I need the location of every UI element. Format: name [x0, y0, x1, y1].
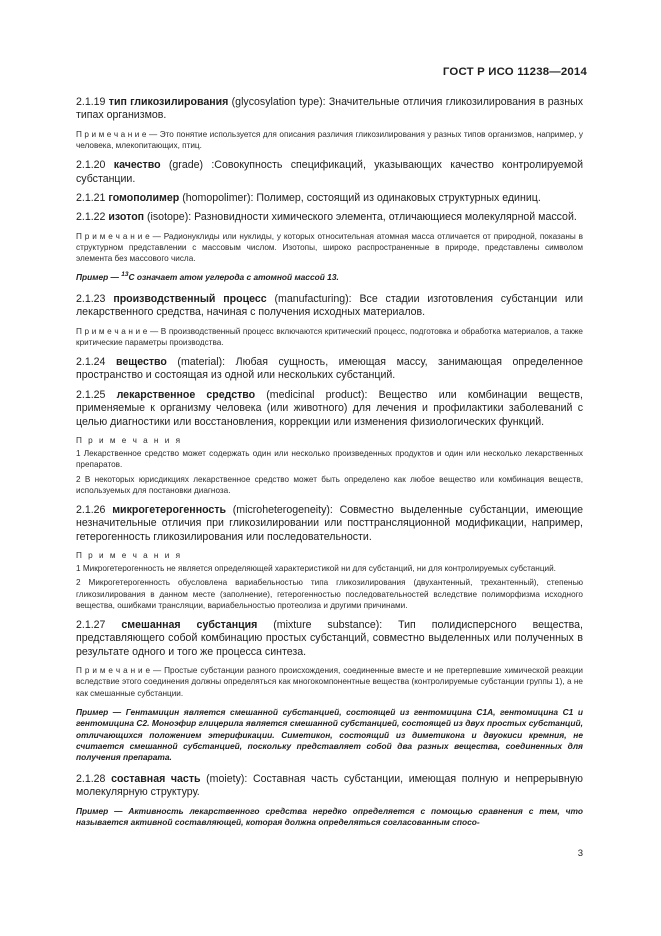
example-label: Пример — [76, 272, 119, 283]
notes-heading-2-1-25: П р и м е ч а н и я [76, 436, 183, 446]
term-title: изотоп [108, 211, 145, 224]
term-title: тип гликозилирования [108, 96, 229, 108]
mass-number: 13 [121, 271, 129, 279]
note-item: 1 Микрогетерогенность не является определяющей характеристикой ни для субстанций, ни для контролируемых субстанций. [76, 564, 556, 574]
note-text: — Радионуклиды или нуклиды, у которых относительная атомная масса отличается от природной, показаны в структурном представлении с массовым числом. Изотопы, широко распространенные в природе, представлены символом элемента без массового числа. [76, 231, 583, 264]
term-title: гомополимер [108, 192, 180, 205]
note-text: — Это понятие используется для описания различия гликозилирования у разных типов организмов, например, у человека, млекопитающих, птиц. [76, 129, 583, 151]
term-title: смешанная субстанция [121, 618, 258, 631]
note-item: 1 Лекарственное средство может содержать один или несколько произведенных продуктов и один или несколько лекарственных препаратов. [76, 449, 583, 470]
example-text: С означает атом углерода с атомной массой 13. [128, 272, 339, 283]
clause-number: 2.1.22 [76, 211, 106, 224]
note-item: 2 Микрогетерогенность обусловлена вариабельностью типа гликозилирования (двухантенный, трехантенный), степенью гликозилирования в данном месте (заполнение), гетерогенностью последовательностей вследствие полиморфизма исходного вещества, ошибками трансляции, вариабельностью протеолиза и другими причинами. [76, 578, 583, 610]
note-text: — В производственный процесс включаются критический процесс, подготовка и обработка материалов, а также критические параметры производства. [76, 326, 583, 347]
document-header: ГОСТ Р ИСО 11238—2014 [442, 66, 587, 78]
clause-number: 2.1.23 [76, 292, 106, 305]
term-2-1-22 [76, 211, 583, 224]
term-title: микрогетерогенность [112, 503, 227, 516]
clause-number: 2.1.27 [76, 618, 106, 631]
note-label: П р и м е ч а н и е [76, 666, 151, 676]
note-item: 2 В некоторых юрисдикциях лекарственное средство может быть определено как любое вещество или комбинация веществ, используемых для постановки диагноза. [76, 474, 583, 495]
clause-number: 2.1.21 [76, 192, 106, 205]
term-2-1-23 [76, 293, 583, 320]
note-label: П р и м е ч а н и е [76, 231, 150, 241]
clause-number: 2.1.25 [76, 388, 106, 401]
note-2-1-19 [76, 129, 583, 151]
term-title: качество [113, 159, 161, 172]
term-definition: (material): Любая сущность, имеющая массу, занимающая определенное пространство и состоящая из одной или нескольких субстанций. [76, 356, 583, 382]
term-title: составная часть [111, 772, 201, 785]
note-label: П р и м е ч а н и е [76, 129, 147, 139]
clause-number: 2.1.26 [76, 503, 106, 516]
term-definition: (glycosylation type): Значительные отличия гликозилирования в разных типах организмов. [76, 96, 583, 122]
notes-heading-2-1-26: П р и м е ч а н и я [76, 551, 183, 561]
note-text: — Простые субстанции разного происхождения, соединенные вместе и не претерпевшие химической реакции вследствие этого соединения должны определяться как многокомпонентные вещества (контролируемые субстанции группы 1), а не как смешанные субстанции. [76, 666, 583, 698]
term-2-1-25 [76, 389, 583, 429]
term-definition: (mixture substance): Тип полидисперсного вещества, представляющего собой комбинацию простых субстанций, совместно выделенных или полученных в результате одного и того же процесса синтеза. [76, 618, 583, 658]
term-definition: (homopolimer): Полимер, состоящий из одинаковых структурных единиц. [179, 192, 541, 205]
term-2-1-20 [76, 159, 583, 186]
term-title: производственный процесс [113, 292, 267, 305]
term-definition: (manufacturing): Все стадии изготовления субстанции или лекарственного средства, начиная с получения исходных материалов. [76, 292, 583, 319]
term-2-1-24 [76, 356, 583, 383]
note-2-1-27 [76, 665, 583, 699]
term-definition: (grade) :Совокупность спецификаций, указывающих качество контролируемой субстанции. [76, 159, 583, 185]
example-2-1-28: Пример — Активность лекарственного средства нередко определяется с помощью сравнения с тем, что называется активной составляющей, которая должна определяться согласованным спосо- [76, 805, 583, 828]
term-title: вещество [116, 356, 167, 369]
clause-number: 2.1.19 [76, 96, 106, 108]
term-definition: (isotope): Разновидности химического элемента, отличающиеся молекулярной массой. [144, 211, 577, 224]
term-2-1-26 [76, 504, 583, 544]
example-2-1-22 [76, 272, 583, 283]
term-2-1-28 [76, 773, 583, 800]
page-number: 3 [577, 848, 583, 859]
clause-number: 2.1.28 [76, 772, 106, 785]
term-2-1-21 [76, 192, 583, 205]
clause-number: 2.1.20 [76, 159, 106, 172]
example-2-1-27: Пример — Гентамицин является смешанной субстанцией, состоящей из гентомицина С1А, гентомицина С1 и гентомицина С2. Моноэфир глицерила является смешанной субстанцией, состоящей из двух простых субстанций, отличающихся положением этерификации. Симетикон, состоящий из диметикона и двуокиси кремния, не считается смешанной субстанцией, поскольку представляет собой два разных вещества, соединенных для получения препарата. [76, 706, 583, 763]
term-definition: (microheterogeneity): Совместно выделенные субстанции, имеющие незначительные отличия при гликозилировании или посттрансляционной модификации, например, гетерогенность гликозилирования или последовательности. [76, 503, 584, 543]
term-2-1-19 [76, 96, 583, 123]
clause-number: 2.1.24 [76, 356, 106, 369]
note-2-1-22 [76, 231, 583, 265]
term-definition: (moiety): Составная часть субстанции, имеющая полную и непрерывную молекулярную структуру. [76, 772, 584, 799]
note-label: П р и м е ч а н и е [76, 326, 148, 336]
term-2-1-27 [76, 619, 583, 659]
note-2-1-23 [76, 326, 583, 348]
term-definition: (medicinal product): Вещество или комбинации веществ, применяемые к организму человека (или животного) для лечения и профилактики заболеваний с целью диагностики или восстановления, коррекции или изменения физиологических функций. [76, 388, 583, 428]
term-title: лекарственное средство [116, 388, 256, 401]
